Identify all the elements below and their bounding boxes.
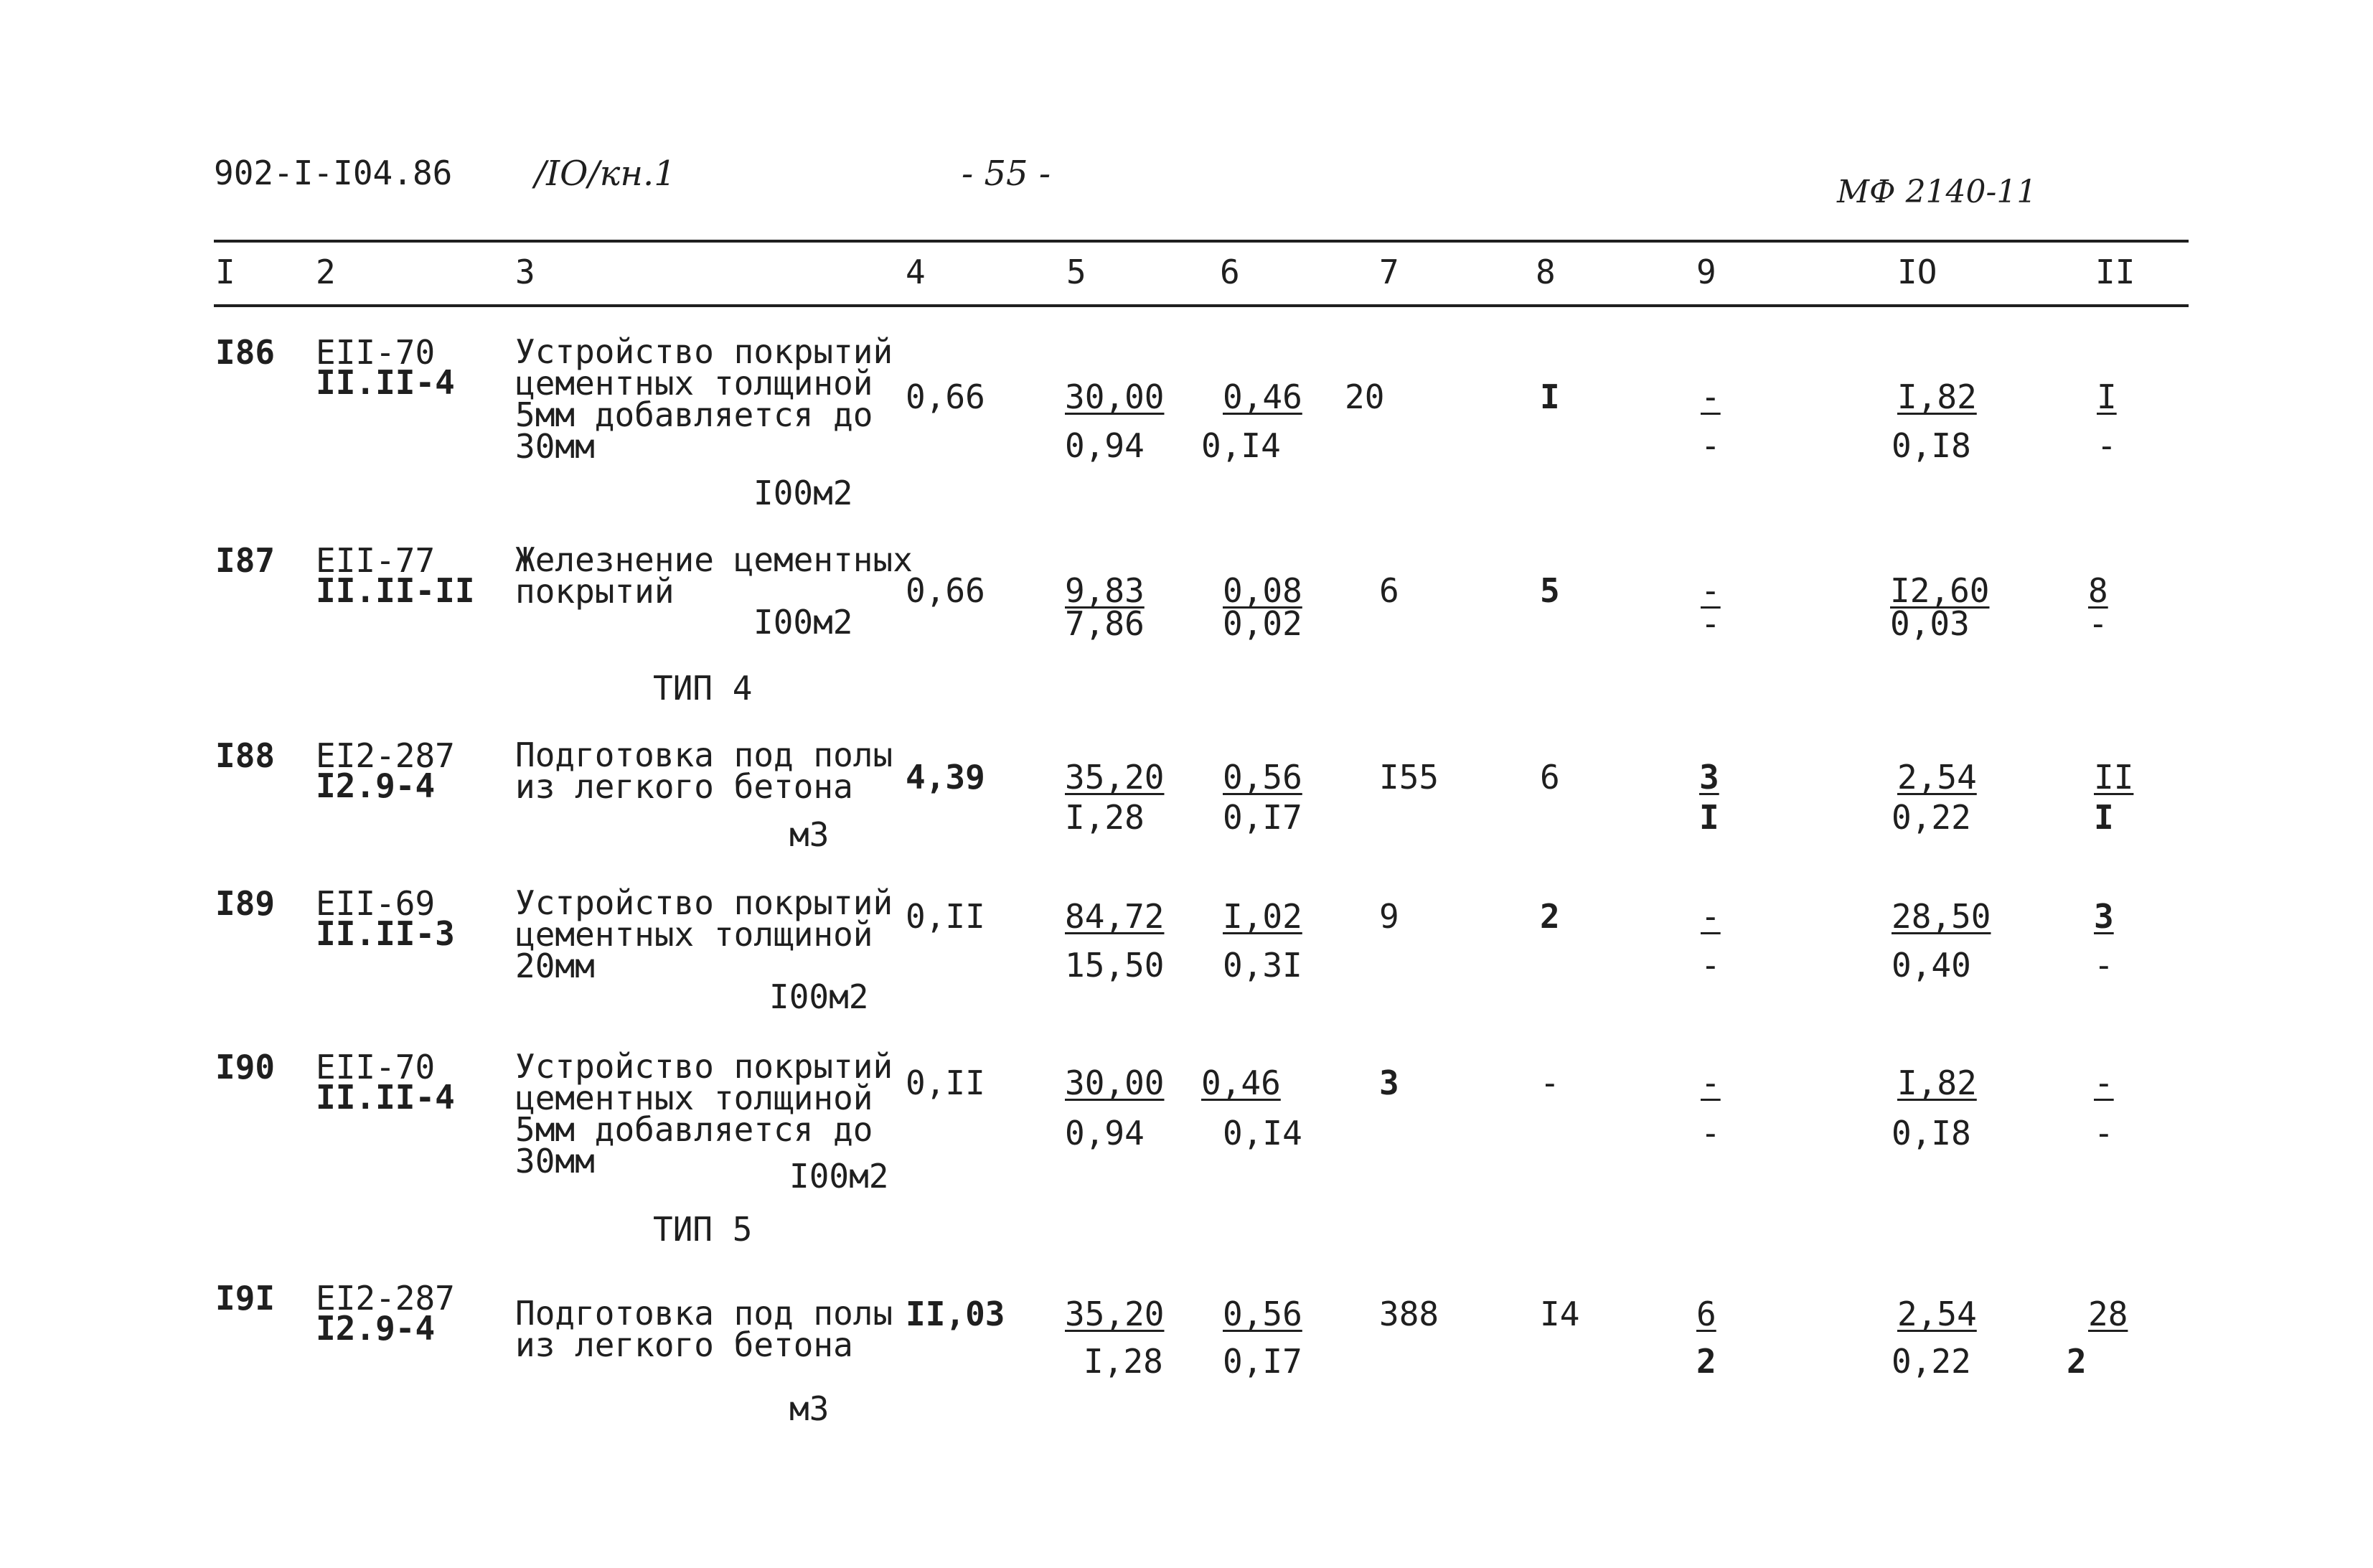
row-col5-top: 35,20: [1065, 758, 1165, 797]
row-col8: 5: [1540, 571, 1560, 610]
row-unit: I00м2: [789, 1157, 889, 1196]
row-number: I90: [215, 1048, 276, 1086]
row-col9-bottom: I: [1699, 798, 1719, 837]
book-number: /IO/кн.1: [535, 154, 676, 194]
row-description: Подготовка под полы из легкого бетона: [515, 1294, 893, 1364]
row-description: Устройство покрытий цементных толщиной 5мм добавляется до 30мм: [515, 332, 893, 466]
row-code-2: II.II-4: [316, 1078, 455, 1117]
row-number: I89: [215, 884, 276, 923]
row-col7: 20: [1345, 377, 1385, 416]
header-rule-bottom: [214, 304, 2189, 307]
row-description: Подготовка под полы из легкого бетона: [515, 736, 893, 806]
row-col4: 0,66: [906, 571, 985, 610]
row-code-2: I2.9-4: [316, 1309, 436, 1348]
row-col4: 0,II: [906, 897, 985, 936]
row-col5-bottom: 15,50: [1065, 946, 1165, 985]
row-col11-top: 8: [2088, 571, 2108, 610]
row-col10-top: I,82: [1897, 377, 1977, 416]
row-col9-top: -: [1701, 377, 1721, 416]
row-col6-top: I,02: [1223, 897, 1302, 936]
row-col8: I4: [1540, 1295, 1580, 1333]
col-header-5: 5: [1066, 253, 1086, 291]
row-col8: 6: [1540, 758, 1560, 797]
row-col11-top: -: [2094, 1064, 2114, 1102]
section-title: ТИП 4: [653, 669, 753, 708]
row-col5-top: 30,00: [1065, 1064, 1165, 1102]
row-unit: I00м2: [753, 603, 853, 642]
row-col11-top: II: [2094, 758, 2134, 797]
row-col10-bottom: 0,40: [1892, 946, 1971, 985]
row-number: I86: [215, 333, 276, 372]
row-unit: I00м2: [753, 474, 853, 512]
row-col11-bottom: I: [2094, 798, 2114, 837]
row-col5-bottom: 0,94: [1065, 426, 1145, 465]
row-code-1: EII-69: [316, 884, 436, 923]
header-rule-top: [214, 240, 2189, 243]
row-col6-bottom: 0,I4: [1223, 1114, 1302, 1152]
col-header-9: 9: [1696, 253, 1716, 291]
row-code-2: I2.9-4: [316, 766, 436, 805]
row-col7: I55: [1379, 758, 1439, 797]
row-col5-top: 9,83: [1065, 571, 1145, 610]
row-col5-bottom: I,28: [1065, 798, 1145, 837]
row-col6-top: 0,56: [1223, 758, 1302, 797]
row-col8: 2: [1540, 897, 1560, 936]
row-description: Устройство покрытий цементных толщиной 5мм добавляется до 30мм: [515, 1047, 893, 1180]
row-col9-bottom: -: [1701, 426, 1721, 465]
col-header-6: 6: [1220, 253, 1240, 291]
row-col11-bottom: -: [2088, 604, 2108, 643]
row-unit: м3: [789, 815, 830, 854]
page-number: - 55 -: [962, 154, 1051, 194]
row-col10-bottom: 0,22: [1892, 798, 1971, 837]
row-col5-bottom: 7,86: [1065, 604, 1145, 643]
row-col10-top: I,82: [1897, 1064, 1977, 1102]
row-col9-bottom: -: [1701, 946, 1721, 985]
row-col5-bottom: I,28: [1084, 1342, 1163, 1381]
row-col5-top: 35,20: [1065, 1295, 1165, 1333]
row-col9-top: -: [1701, 897, 1721, 936]
row-col11-bottom: 2: [2067, 1342, 2087, 1381]
row-col5-top: 30,00: [1065, 377, 1165, 416]
row-description: Железнение цементных покрытий: [515, 540, 913, 611]
row-col6-top: 0,08: [1223, 571, 1302, 610]
row-number: I87: [215, 541, 276, 580]
row-col6-top: 0,46: [1201, 1064, 1281, 1102]
row-col5-bottom: 0,94: [1065, 1114, 1145, 1152]
col-header-4: 4: [906, 253, 926, 291]
row-col4: 0,II: [906, 1064, 985, 1102]
row-col6-bottom: 0,I7: [1223, 798, 1302, 837]
row-unit: I00м2: [769, 977, 869, 1016]
row-col4: 4,39: [906, 758, 985, 797]
row-col11-bottom: -: [2094, 1114, 2114, 1152]
col-header-3: 3: [515, 253, 535, 291]
row-col11-bottom: -: [2097, 426, 2117, 465]
row-code-2: II.II-II: [316, 571, 475, 610]
row-col5-top: 84,72: [1065, 897, 1165, 936]
section-title: ТИП 5: [653, 1210, 753, 1249]
document-code: 902-I-I04.86: [214, 154, 453, 192]
col-header-11: II: [2095, 253, 2135, 291]
row-col6-bottom: 0,02: [1223, 604, 1302, 643]
row-unit: м3: [789, 1389, 830, 1428]
stamp-code: МФ 2140-11: [1837, 174, 2037, 210]
row-col10-top: 2,54: [1897, 758, 1977, 797]
row-col7: 6: [1379, 571, 1399, 610]
row-col10-bottom: 0,22: [1892, 1342, 1971, 1381]
row-col11-top: 3: [2094, 897, 2114, 936]
row-number: I9I: [215, 1279, 276, 1318]
row-col9-top: 3: [1699, 758, 1719, 797]
row-col11-top: I: [2097, 377, 2117, 416]
row-col8: I: [1540, 377, 1560, 416]
row-col10-top: 2,54: [1897, 1295, 1977, 1333]
row-col11-bottom: -: [2094, 946, 2114, 985]
row-col6-bottom: 0,3I: [1223, 946, 1302, 985]
row-col7: 388: [1379, 1295, 1439, 1333]
row-col9-bottom: 2: [1696, 1342, 1716, 1381]
row-col10-top: 28,50: [1892, 897, 1991, 936]
row-col6-top: 0,56: [1223, 1295, 1302, 1333]
row-col9-bottom: -: [1701, 1114, 1721, 1152]
row-col10-bottom: 0,03: [1890, 604, 1970, 643]
row-col4: II,03: [906, 1295, 1005, 1333]
row-col7: 9: [1379, 897, 1399, 936]
row-col4: 0,66: [906, 377, 985, 416]
col-header-10: IO: [1897, 253, 1937, 291]
row-col9-top: -: [1701, 1064, 1721, 1102]
col-header-1: I: [215, 253, 235, 291]
row-col8: -: [1540, 1064, 1560, 1102]
row-col11-top: 28: [2088, 1295, 2128, 1333]
row-col9-top: 6: [1696, 1295, 1716, 1333]
row-col10-bottom: 0,I8: [1892, 426, 1971, 465]
col-header-2: 2: [316, 253, 336, 291]
row-code-1: EI2-287: [316, 1279, 455, 1318]
row-col9-bottom: -: [1701, 604, 1721, 643]
row-code-1: EII-77: [316, 541, 436, 580]
col-header-8: 8: [1536, 253, 1556, 291]
row-number: I88: [215, 736, 276, 775]
row-code-1: EII-70: [316, 1048, 436, 1086]
row-col6-top: 0,46: [1223, 377, 1302, 416]
row-description: Устройство покрытий цементных толщиной 20мм: [515, 883, 893, 985]
row-code-1: EII-70: [316, 333, 436, 372]
row-col6-bottom: 0,I7: [1223, 1342, 1302, 1381]
row-code-2: II.II-3: [316, 914, 455, 953]
row-col6-bottom: 0,I4: [1201, 426, 1281, 465]
col-header-7: 7: [1379, 253, 1399, 291]
row-col10-top: I2,60: [1890, 571, 1990, 610]
row-col10-bottom: 0,I8: [1892, 1114, 1971, 1152]
row-col9-top: -: [1701, 571, 1721, 610]
row-col7: 3: [1379, 1064, 1399, 1102]
row-code-1: EI2-287: [316, 736, 455, 775]
row-code-2: II.II-4: [316, 363, 455, 402]
